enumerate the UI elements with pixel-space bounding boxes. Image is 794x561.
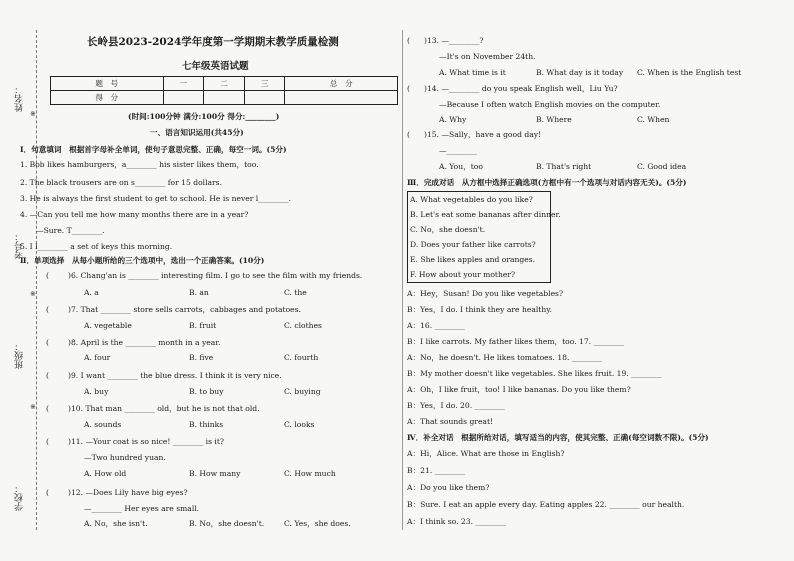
question-13-paren: ( [407,36,410,45]
class-label: 班级： [15,342,25,369]
box-option-a: A. What vegetables do you like? [410,195,533,204]
question-9-paren: ( [46,371,49,380]
question-12: )12. —Does Lily have big eyes? [68,488,188,497]
question-8-option-b[interactable]: B. five [189,353,214,362]
question-5: 5. I l________ a set of keys this morning. [20,242,173,251]
box-option-d: D. Does your father like carrots? [410,240,536,249]
question-7-option-b[interactable]: B. fruit [189,321,217,330]
question-10-paren: ( [46,404,49,413]
school-label: 学校： [15,484,25,511]
question-9: )9. I want ________ the blue dress. I think it is very nice. [68,371,282,380]
dialogue-line-20: B：Yes，I do. 20. ________ [407,401,505,410]
question-8-option-c[interactable]: C. fourth [284,353,319,362]
question-7-option-c[interactable]: C. clothes [284,321,322,330]
section1-title: Ⅰ．句意填词 根据首字母补全单词，使句子意思完整、正确，每空一词。(5分) [20,145,287,154]
question-6-option-c[interactable]: C. the [284,288,307,297]
question-14-paren: ( [407,84,410,93]
question-10: )10. That man ________ old，but he is not that old. [68,404,260,413]
question-9-option-a[interactable]: A. buy [84,387,109,396]
score-cell[interactable] [285,91,398,105]
question-6-paren: ( [46,271,49,280]
question-3: 3. He is always the first student to get to school. He is never l________. [20,194,292,203]
box-option-f: F. How about your mother? [410,270,516,279]
binding-mark-icon: ※ [30,290,36,298]
dialogue-line: A：Do you like them? [407,483,490,492]
score-cell[interactable] [163,91,204,105]
exam-info: (时间:100分钟 满分:100分 得分:________) [128,112,280,121]
dialogue-line-22: B：Sure. I eat an apple every day. Eating apples 22. ________ our health. [407,500,685,509]
question-12-option-c[interactable]: C. Yes，she does. [284,519,351,528]
question-12-paren: ( [46,488,49,497]
question-6: )6. Chang'an is ________ interesting film. I go to see the film with my friends. [68,271,363,280]
question-13-option-c[interactable]: C. When is the English test [637,68,742,77]
part1-heading: 一、语言知识运用(共45分) [150,128,244,137]
score-cell[interactable] [244,91,285,105]
question-8-option-a[interactable]: A. four [84,353,111,362]
question-15-option-a[interactable]: A. You，too [439,162,483,171]
question-4-answer: —Sure. T________. [36,226,105,235]
question-12-option-a[interactable]: A. No，she isn't. [84,519,148,528]
exam-number-label: 考号： [15,232,25,259]
name-label: 姓名： [15,85,25,112]
question-15-reply: —________ [439,146,477,155]
question-9-option-b[interactable]: B. to buy [189,387,224,396]
question-7: )7. That ________ store sells carrots，cabbages and potatoes. [68,305,301,314]
section3-title: Ⅲ．完成对话 从方框中选择正确选项(方框中有一个选项与对话内容无关)。(5分) [407,178,687,187]
dialogue-line: B：Yes，I do. I think they are healthy. [407,305,552,314]
score-header-cell: 题 号 [51,77,164,91]
section4-title: Ⅳ．补全对话 根据所给对话，填写适当的内容，使其完整、正确(每空词数不限)。(5分) [407,433,709,442]
question-1: 1. Bob likes hamburgers，a________ his sister likes them，too. [20,160,259,169]
subject-title: 七年级英语试题 [182,61,249,72]
question-6-option-b[interactable]: B. an [189,288,209,297]
binding-mark-icon: ※ [30,403,36,411]
binding-line [36,30,37,530]
score-header-cell: 总 分 [285,77,398,91]
question-14-reply: —Because I often watch English movies on the computer. [439,100,661,109]
question-11-option-c[interactable]: C. How much [284,469,336,478]
dialogue-line-18: A：No，he doesn't. He likes tomatoes. 18. ________ [407,353,603,362]
question-7-option-a[interactable]: A. vegetable [84,321,132,330]
dialogue-line: A：Hi，Alice. What are those in English? [407,449,565,458]
dialogue-line: A：Oh，I like fruit，too! I like bananas. Do you like them? [407,385,631,394]
question-11: )11. —Your coat is so nice! ________ is it? [68,437,224,446]
question-14: )14. —________ do you speak English well，Liu Yu? [424,84,618,93]
question-13-option-a[interactable]: A. What time is it [439,68,506,77]
dialogue-line-23: A：I think so. 23. ________ [407,517,506,526]
question-15-option-b[interactable]: B. That's right [536,162,592,171]
question-13-option-b[interactable]: B. What day is it today [536,68,624,77]
question-8-paren: ( [46,338,49,347]
question-2: 2. The black trousers are on s________ for 15 dollars. [20,178,222,187]
question-12-option-b[interactable]: B. No，she doesn't. [189,519,265,528]
question-15-paren: ( [407,130,410,139]
question-8: )8. April is the ________ month in a year. [68,338,221,347]
dialogue-line-19: B：My mother doesn't like vegetables. She likes fruit. 19. ________ [407,369,662,378]
question-14-option-c[interactable]: C. When [637,115,670,124]
box-option-e: E. She likes apples and oranges. [410,255,536,264]
question-12-reply: —________ Her eyes are small. [84,504,200,513]
score-header-cell: 三 [244,77,285,91]
exam-title: 长岭县2023-2024学年度第一学期期末教学质量检测 [87,36,339,48]
dialogue-line: A：That sounds great! [407,417,494,426]
question-11-option-b[interactable]: B. How many [189,469,241,478]
question-4: 4. —Can you tell me how many months there are in a year? [20,210,249,219]
box-option-c: C. No，she doesn't. [410,225,486,234]
question-10-option-b[interactable]: B. thinks [189,420,224,429]
question-10-option-a[interactable]: A. sounds [84,420,122,429]
question-15-option-c[interactable]: C. Good idea [637,162,687,171]
score-row-label: 得 分 [51,91,164,105]
dialogue-line-21: B：21. ________ [407,466,466,475]
column-divider [402,30,403,530]
question-10-option-c[interactable]: C. looks [284,420,315,429]
score-cell[interactable] [204,91,245,105]
question-11-reply: —Two hundred yuan. [84,453,166,462]
question-9-option-c[interactable]: C. buying [284,387,321,396]
dialogue-line-17: B：I like carrots. My father likes them，too. 17. ________ [407,337,624,346]
question-13-reply: —It's on November 24th. [439,52,536,61]
score-header-cell: 二 [204,77,245,91]
score-header-cell: 一 [163,77,204,91]
question-13: )13. —________? [424,36,484,45]
question-11-option-a[interactable]: A. How old [84,469,127,478]
question-6-option-a[interactable]: A. a [84,288,99,297]
dialogue-line-16: A：16. ________ [407,321,465,330]
question-14-option-a[interactable]: A. Why [439,115,467,124]
question-11-paren: ( [46,437,49,446]
box-option-b: B. Let's eat some bananas after dinner. [410,210,561,219]
dialogue-line: A：Hey，Susan! Do you like vegetables? [407,289,564,298]
question-7-paren: ( [46,305,49,314]
section2-title: Ⅱ．单项选择 从每小题所给的三个选项中，选出一个正确答案。(10分) [20,256,265,265]
question-15: )15. —Sally，have a good day! [424,130,542,139]
score-table [50,76,398,105]
question-14-option-b[interactable]: B. Where [536,115,572,124]
binding-mark-icon: ※ [30,110,36,118]
